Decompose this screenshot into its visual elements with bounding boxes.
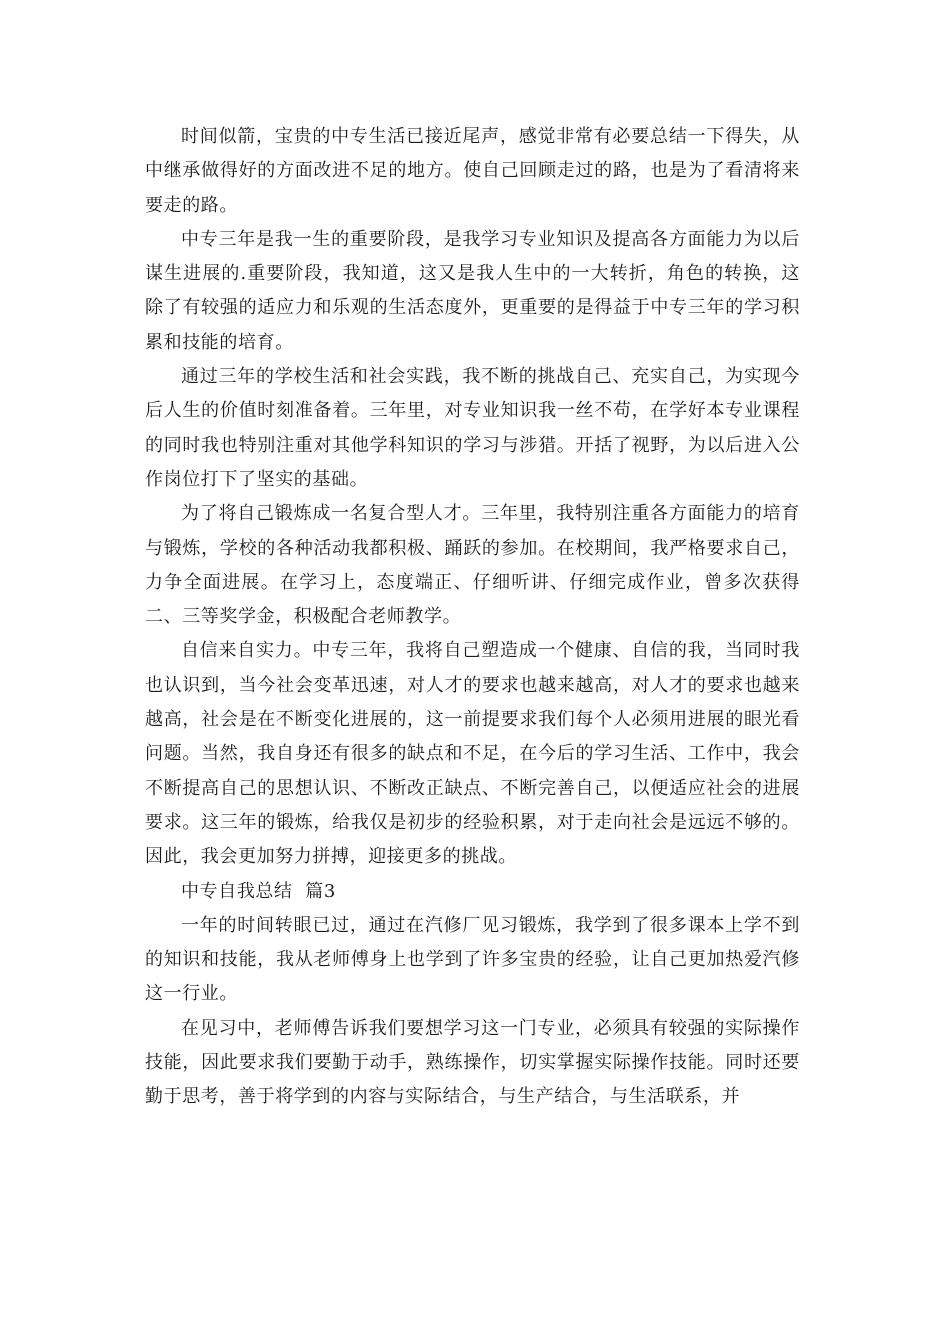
- paragraph-1: 时间似箭，宝贵的中专生活已接近尾声，感觉非常有必要总结一下得失，从中继承做得好的方面改进不足的地方。使自己回顾走过的路，也是为了看清将来要走的路。: [145, 126, 800, 216]
- section-heading: 中专自我总结 篇3: [181, 880, 336, 902]
- paragraph-4: 为了将自己锻炼成一名复合型人才。三年里，我特别注重各方面能力的培育与锻炼，学校的各种活动我都积极、踊跃的参加。在校期间，我严格要求自己，力争全面进展。在学习上，态度端正、仔细听讲、仔细完成作业，曾多次获得二、三等奖学金，积极配合老师教学。: [145, 503, 800, 628]
- paragraph-3: 通过三年的学校生活和社会实践，我不断的挑战自己、充实自己，为实现今后人生的价值时刻准备着。三年里，对专业知识我一丝不苟，在学好本专业课程的同时我也特别注重对其他学科知识的学习与涉猎。开括了视野，为以后进入公作岗位打下了坚实的基础。: [145, 366, 800, 490]
- paragraph-7: 在见习中，老师傅告诉我们要想学习这一门专业，必须具有较强的实际操作技能，因此要求我们要勤于动手，熟练操作，切实掌握实际操作技能。同时还要勤于思考，善于将学到的内容与实际结合，与生产结合，与生活联系，并: [145, 1017, 800, 1108]
- document-page: [145, 120, 800, 1115]
- paragraph-5: 自信来自实力。中专三年，我将自己塑造成一个健康、自信的我，当同时我也认识到，当今社会变革迅速，对人才的要求也越来越高，对人才的要求也越来越高，社会是在不断变化进展的，这一前提要求我们每个人必须用进展的眼光看问题。当然，我自身还有很多的缺点和不足，在今后的学习生活、工作中，我会不断提高自己的思想认识、不断改正缺点、不断完善自己，以便适应社会的进展要求。这三年的锻炼，给我仅是初步的经验积累，对于走向社会是远远不够的。因此，我会更加努力拼搏，迎接更多的挑战。: [145, 640, 800, 868]
- paragraph-6: 一年的时间转眼已过，通过在汽修厂见习锻炼，我学到了很多课本上学不到的知识和技能，我从老师傅身上也学到了许多宝贵的经验，让自己更加热爱汽修这一行业。: [145, 914, 800, 1005]
- paragraph-2: 中专三年是我一生的重要阶段，是我学习专业知识及提高各方面能力为以后谋生进展的.重要阶段，我知道，这又是我人生中的一大转折，角色的转换，这除了有较强的适应力和乐观的生活态度外，更重要的是得益于中专三年的学习积累和技能的培育。: [145, 228, 800, 353]
